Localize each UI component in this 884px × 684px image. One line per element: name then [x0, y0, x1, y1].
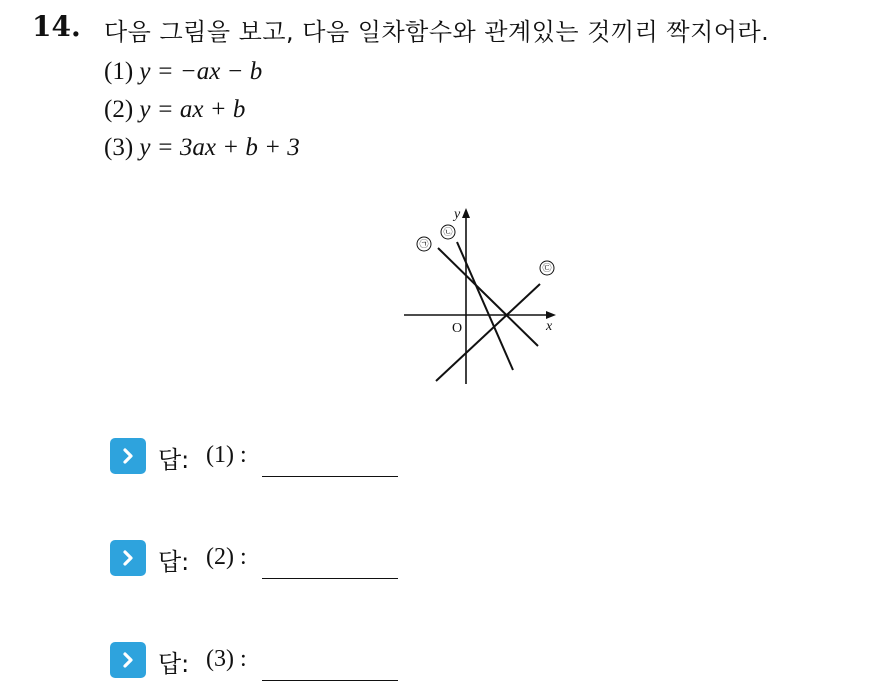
- chevron-right-icon: [110, 642, 146, 678]
- chevron-right-icon: [110, 438, 146, 474]
- answer-blank-2[interactable]: [262, 578, 398, 579]
- answer-label: 답:: [158, 446, 190, 474]
- question-text: 다음 그림을 보고, 다음 일차함수와 관계있는 것끼리 짝지어라.: [104, 18, 770, 46]
- choice-equation: y = −ax − b: [139, 58, 263, 85]
- line-c-label: ㉢: [542, 264, 552, 274]
- choice-2: [104, 96, 245, 124]
- line-a-label: ㉠: [419, 240, 429, 250]
- line-b-label: ㉡: [443, 228, 453, 238]
- choice-1: [104, 58, 262, 86]
- choice-label: (2): [104, 96, 134, 123]
- origin-label: O: [452, 321, 463, 336]
- answer-blank-1[interactable]: [262, 476, 398, 477]
- answer-label: 답:: [158, 650, 190, 678]
- answer-part: (2) :: [206, 544, 247, 570]
- choice-equation: y = ax + b: [139, 96, 246, 123]
- answer-part: (3) :: [206, 646, 247, 672]
- answer-part: (1) :: [206, 442, 247, 468]
- answer-label: 답:: [158, 548, 190, 576]
- chevron-right-icon: [110, 540, 146, 576]
- answer-blank-3[interactable]: [262, 680, 398, 681]
- choice-3: [104, 134, 300, 162]
- x-axis-label: x: [546, 319, 553, 334]
- y-axis-label: y: [454, 207, 461, 222]
- choice-equation: y = 3ax + b + 3: [139, 134, 300, 161]
- question-number: 14.: [32, 10, 81, 43]
- choice-label: (1): [104, 58, 134, 85]
- x-axis-arrow: [546, 311, 556, 319]
- y-axis-arrow: [462, 208, 470, 218]
- choice-label: (3): [104, 134, 134, 161]
- linear-functions-graph: [400, 200, 570, 390]
